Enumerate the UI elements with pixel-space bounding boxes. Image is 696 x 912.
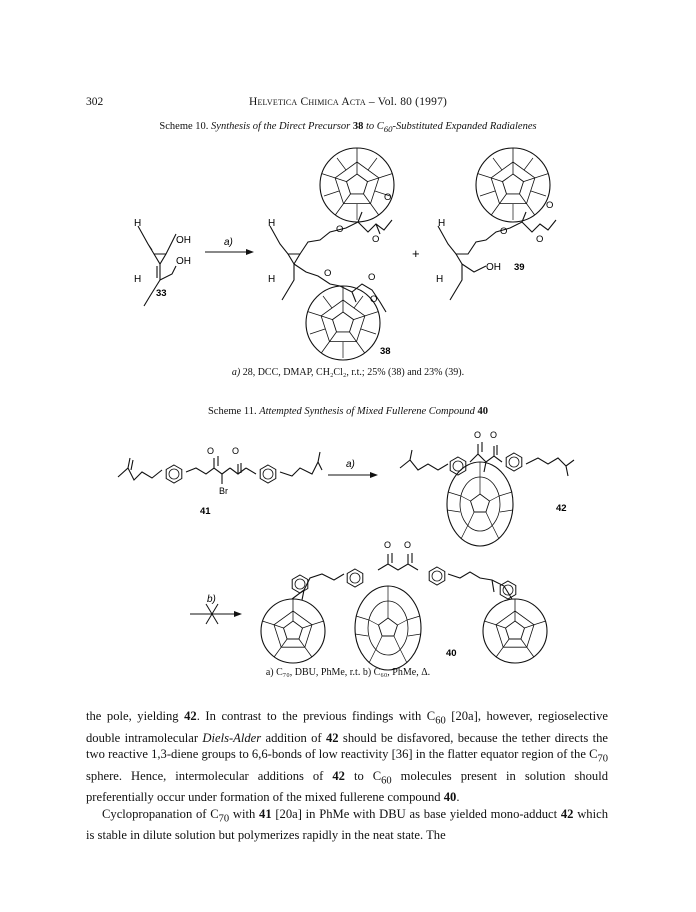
compound-label-33: 33 bbox=[156, 288, 167, 299]
c70-fullerene-40-center bbox=[355, 586, 421, 670]
p2-sub-70: 70 bbox=[218, 813, 230, 825]
compound-label-40: 40 bbox=[446, 648, 457, 659]
page-number: 302 bbox=[86, 96, 104, 108]
scheme-10-title-pre: Synthesis of the Direct Precursor bbox=[211, 121, 351, 132]
journal-name: Helvetica Chimica Acta bbox=[248, 96, 366, 108]
atom-h-38-top: H bbox=[268, 218, 276, 229]
p2-text-a: Cyclopropanation of C bbox=[102, 806, 219, 821]
p1-text-g: addition of bbox=[261, 730, 326, 745]
scheme-10-conditions bbox=[0, 367, 696, 378]
atom-h-39-bottom: H bbox=[436, 274, 444, 285]
arrow-label-a-10: a) bbox=[224, 237, 233, 248]
p1-text-a: the pole, yielding bbox=[86, 709, 185, 723]
benzene-ring-41-right bbox=[260, 465, 276, 483]
p1-sub-60b: 60 bbox=[381, 775, 392, 787]
c60-fullerene-40-left bbox=[261, 599, 325, 663]
scheme-11-label: Scheme 11. bbox=[207, 406, 257, 417]
arrow-label-b-11: b) bbox=[207, 594, 216, 605]
atom-h-33-top: H bbox=[134, 218, 142, 229]
c60-fullerene-40-right bbox=[483, 599, 547, 663]
p2-text-c: with bbox=[229, 806, 260, 821]
p1-sub-70: 70 bbox=[597, 753, 608, 765]
p1-text-i: should be disfavored, because the tether directs the two reactive 1,3-diene groups to 6,6-bonds of low reactivity [36] in the flatter equator region of the C bbox=[86, 730, 608, 761]
c60-fullerene-38-top bbox=[320, 148, 394, 222]
cyclohexene-ring-40-left bbox=[292, 575, 308, 593]
scheme-10-title-post: -Substituted Expanded Radialenes bbox=[392, 121, 537, 132]
atom-h-33-bottom: H bbox=[134, 274, 142, 285]
p1-sub-60: 60 bbox=[435, 715, 446, 727]
compound-label-41: 41 bbox=[200, 506, 211, 517]
scheme-11-caption bbox=[0, 406, 696, 417]
benzene-ring-40-left bbox=[347, 569, 363, 587]
paragraph-2 bbox=[86, 806, 608, 844]
c60-fullerene-39 bbox=[476, 148, 550, 222]
p1-diels-alder: Diels-Alder bbox=[202, 730, 262, 745]
compound-label-39: 39 bbox=[514, 262, 525, 273]
scheme-11-compound: 40 bbox=[477, 406, 489, 417]
atom-oh-33-2: OH bbox=[176, 256, 191, 267]
atom-o-40-1: O bbox=[384, 540, 392, 550]
scheme-10-conditions-text: 28, DCC, DMAP, CH₂Cl₂, r.t.; 25% (38) and 23% (39). bbox=[242, 367, 465, 378]
p2-text-g: which is stable in dilute solution but polymerizes rapidly in the neat state. The bbox=[86, 806, 608, 843]
p2-text-e: [20a] in PhMe with DBU as base yielded mono-adduct bbox=[271, 806, 561, 821]
scheme-10-title-mid: to C bbox=[365, 121, 384, 132]
compound-42-structure bbox=[400, 442, 574, 476]
atom-o-41-1: O bbox=[207, 446, 215, 456]
atom-o-40-2: O bbox=[404, 540, 412, 550]
atom-o-38-4: O bbox=[324, 268, 332, 279]
compound-label-42: 42 bbox=[556, 503, 567, 514]
p1-compound-42c: 42 bbox=[332, 768, 345, 783]
p1-text-k: sphere. Hence, intermolecular additions of bbox=[86, 768, 333, 783]
p1-text-m: to C bbox=[344, 768, 382, 783]
plus-sign: + bbox=[412, 246, 420, 261]
arrow-label-a-11: a) bbox=[346, 459, 355, 470]
atom-h-39-top: H bbox=[438, 218, 446, 229]
p1-compound-40: 40 bbox=[443, 790, 457, 805]
scheme-11-title: Attempted Synthesis of Mixed Fullerene Compound bbox=[259, 406, 475, 417]
atom-o-38-1: O bbox=[336, 224, 344, 235]
p1-compound-42: 42 bbox=[184, 709, 197, 723]
p1-text-q: . bbox=[456, 790, 460, 805]
scheme-10-title-sub: 60 bbox=[383, 124, 393, 135]
atom-oh-33-1: OH bbox=[176, 235, 191, 246]
p2-compound-41: 41 bbox=[259, 806, 272, 821]
scheme-10-conditions-marker: a) bbox=[231, 367, 243, 378]
paragraph-1 bbox=[86, 708, 608, 806]
compound-39-structure bbox=[438, 212, 556, 300]
atom-o-42-2: O bbox=[490, 430, 498, 440]
p2-compound-42: 42 bbox=[560, 806, 574, 821]
atom-o-38-6: O bbox=[370, 294, 378, 305]
benzene-ring-42-right bbox=[506, 453, 522, 471]
atom-h-38-bottom: H bbox=[268, 274, 276, 285]
benzene-ring-40-right bbox=[429, 567, 445, 585]
p1-text-c: . In contrast to the previous findings with C bbox=[196, 709, 436, 723]
atom-o-38-5: O bbox=[368, 272, 376, 283]
scheme-11-diagram bbox=[0, 418, 696, 690]
atom-br-41: Br bbox=[219, 486, 228, 496]
scheme-10-diagram bbox=[0, 130, 696, 375]
p1-text-e: [20a], however, regioselective double intramolecular bbox=[86, 709, 608, 745]
atom-o-39-2: O bbox=[536, 234, 544, 245]
scheme-10-label: Scheme 10. bbox=[159, 121, 209, 132]
p1-text-o: molecules present in solution should preferentially occur under formation of the mixed fullerene compound bbox=[86, 768, 608, 805]
compound-41-structure bbox=[118, 452, 322, 484]
scheme-10-compound: 38 bbox=[352, 121, 364, 132]
running-head bbox=[0, 96, 696, 108]
atom-o-38-3: O bbox=[384, 192, 392, 203]
compound-40-structure bbox=[292, 553, 512, 600]
atom-o-39-3: O bbox=[546, 200, 554, 211]
atom-o-38-2: O bbox=[372, 234, 380, 245]
body-text bbox=[86, 708, 608, 843]
atom-o-41-2: O bbox=[232, 446, 240, 456]
atom-o-39-1: O bbox=[500, 226, 508, 237]
atom-oh-39: OH bbox=[486, 262, 501, 273]
c60-fullerene-38-bottom bbox=[306, 286, 380, 360]
benzene-ring-41-left bbox=[166, 465, 182, 483]
atom-o-42-1: O bbox=[474, 430, 482, 440]
volume-info: – Vol. 80 (1997) bbox=[368, 96, 448, 108]
cyclohexene-ring-40-right bbox=[500, 581, 516, 599]
p1-compound-42b: 42 bbox=[325, 730, 339, 745]
scheme-11-conditions: a) C₇₀, DBU, PhMe, r.t. b) C₆₀, PhMe, Δ. bbox=[265, 667, 431, 678]
compound-label-38: 38 bbox=[380, 346, 391, 357]
